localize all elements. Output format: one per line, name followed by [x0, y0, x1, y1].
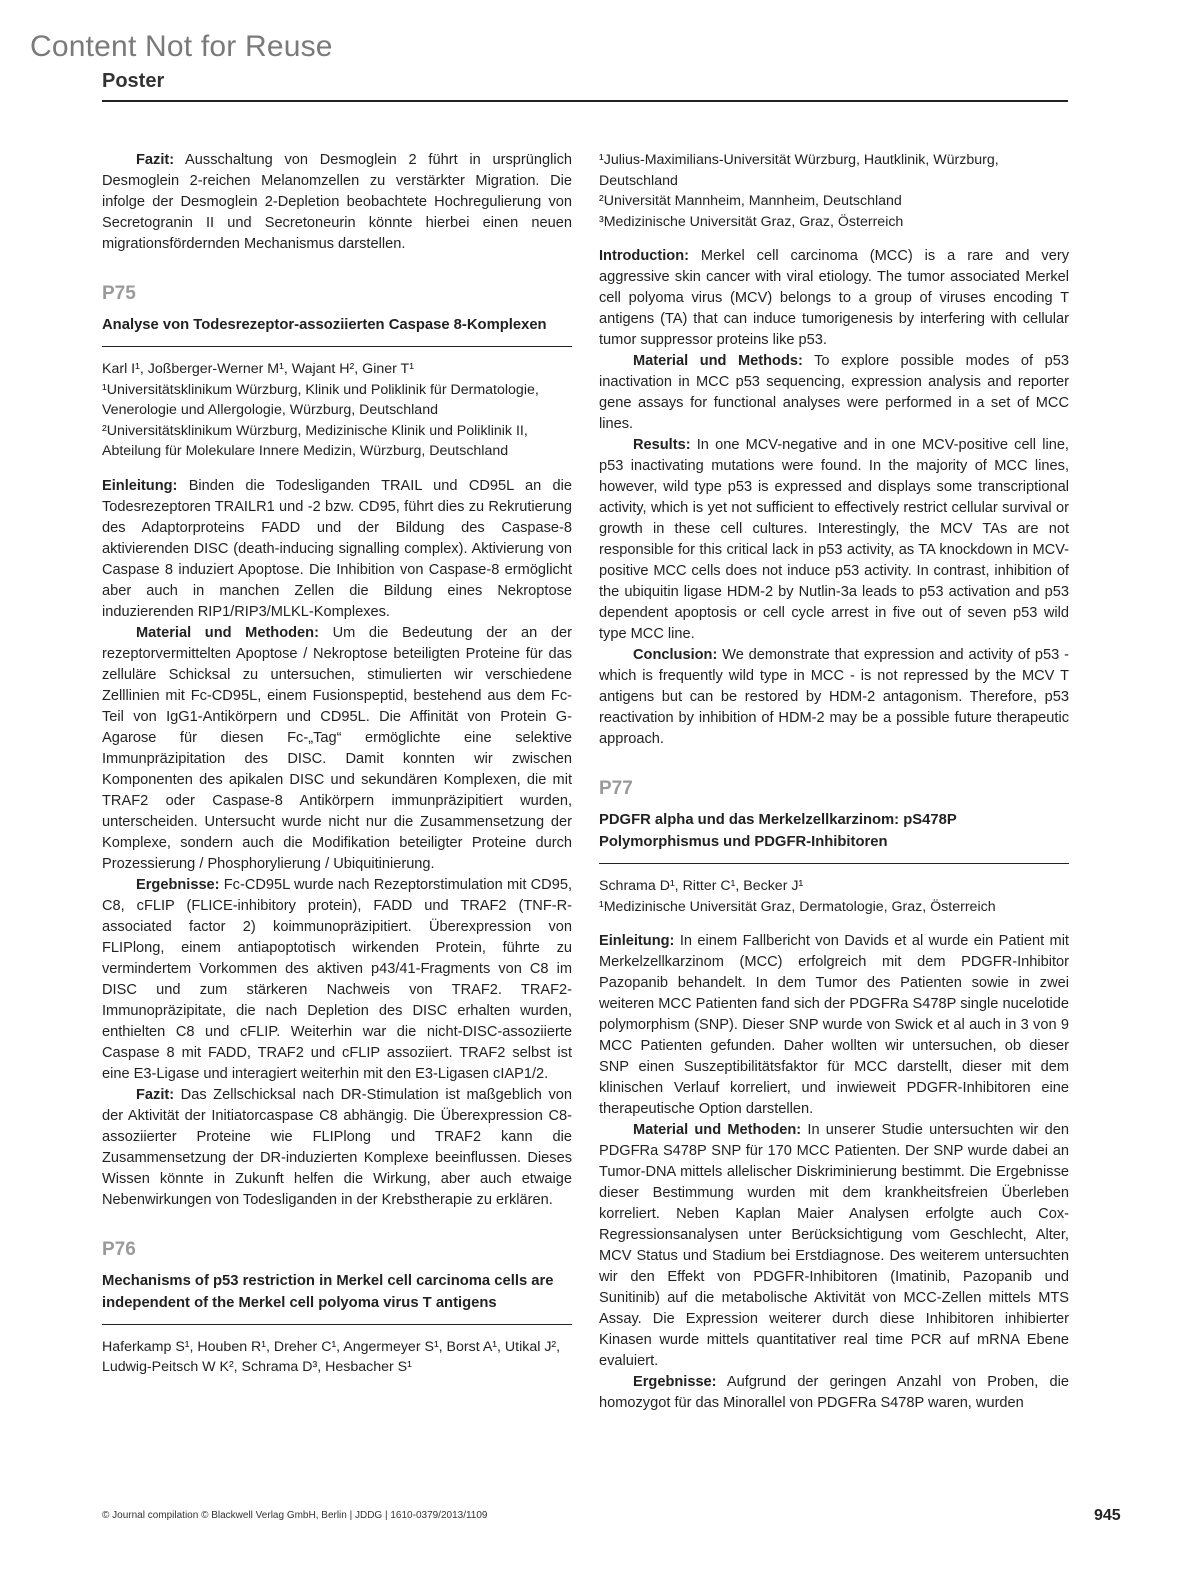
- results-p76: [599, 435, 1069, 645]
- ergebnisse-p77-label: Ergebnisse:: [633, 1374, 717, 1390]
- introduction-label: Introduction:: [599, 248, 689, 264]
- conclusion-p76: [599, 645, 1069, 750]
- fazit-p75-label: Fazit:: [136, 1086, 175, 1103]
- fazit-text: Ausschaltung von Desmoglein 2 führt in ursprünglich Desmoglein 2-reichen Melanomzellen zu verstärkter Migration. Die infolge der Desmoglein 2-Depletion beobachtete Hochregulierung von Secretogranin II und Secretoneurin könnte hierbei einen neuen migrationsfördernden Mechanismus darstellen.: [102, 152, 572, 252]
- ergebnisse-p75: [102, 875, 572, 1085]
- methoden-text: Um die Bedeutung der an der rezeptorvermittelten Apoptose / Nekroptose beteiligten Proteine für das zelluläre Schicksal zu untersuchen, stimulierten wir verschiedene Zelllinien mit Fc-CD95L, einem Fusionspeptid, bestehend aus dem Fc-Teil von IgG1-Antikörpern und CD95L. Die Affinität von Protein G-Agarose für diesen Fc-„Tag“ ermöglichte eine selektive Immunpräzipitation des DISC. Damit konnten wir zwischen Komponenten des apikalen DISC und sekundären Komplexen, die mit TRAF2 oder Caspase-8 Antikörpern immunpräzipitiert wurden, unterscheiden. Untersucht wurde nicht nur die Zusammensetzung der Komplexe, sondern auch die Modifikation beteiligter Proteine durch Prozessierung / Phosphorylierung / Ubiquitinierung.: [102, 624, 572, 872]
- right-column: [599, 150, 1069, 1414]
- einleitung-p77-label: Einleitung:: [599, 933, 675, 949]
- watermark: Content Not for Reuse: [30, 30, 333, 63]
- abstract-number-p75: P75: [102, 283, 136, 304]
- authors-p77: Schrama D¹, Ritter C¹, Becker J¹: [599, 878, 804, 894]
- abstract-title-p77: PDGFR alpha und das Merkelzellkarzinom: pS478P Polymorphismus und PDGFR-Inhibitoren: [599, 812, 957, 850]
- fazit-p75-text: Das Zellschicksal nach DR-Stimulation ist maßgeblich von der Aktivität der Initiatorcaspase C8 abhängig. Die Überexpression C8-assoziierter Proteine wie FLIPlong und TRAF2 kann die Zusammensetzung der DR-induzierten Komplexe beeinflussen. Dieses Wissen könnte in Zukunft helfen die Wirkung, aber auch etwaige Nebenwirkungen von Todesliganden in der Krebstherapie zu erklären.: [102, 1086, 572, 1208]
- abstract-number-p76: P76: [102, 1238, 136, 1260]
- affiliation-p76-3: ³Medizinische Universität Graz, Graz, Österreich: [599, 213, 904, 230]
- authors-p76: Haferkamp S¹, Houben R¹, Dreher C¹, Angermeyer S¹, Borst A¹, Utikal J², Ludwig-Peitsch W K², Schrama D³, Hesbacher S¹: [102, 1338, 561, 1375]
- abstract-title-p76: Mechanisms of p53 restriction in Merkel cell carcinoma cells are independent of the Merkel cell polyoma virus T antigens: [102, 1272, 554, 1311]
- fazit-label: Fazit:: [136, 152, 175, 168]
- methods-text: To explore possible modes of p53 inactivation in MCC p53 sequencing, expression analysis and reporter gene assays for functional analyses were performed in a set of MCC lines.: [599, 353, 1069, 432]
- einleitung-p77: [599, 931, 1069, 1120]
- methoden-label: Material und Methoden:: [136, 624, 319, 641]
- ergebnisse-label: Ergebnisse:: [136, 876, 220, 893]
- conclusion-label: Conclusion:: [633, 647, 718, 663]
- introduction-p76: [599, 246, 1069, 351]
- einleitung-text: Binden die Todesliganden TRAIL und CD95L an die Todesrezeptoren TRAILR1 und -2 bzw. CD95, führt dies zu Rekrutierung des Adaptorproteins FADD und der Bildung des Caspase-8 aktivierenden DISC (death-inducing signalling complex). Aktivierung von Caspase 8 induziert Apoptose. Die Inhibition von Caspase-8 ermöglicht aber auch in manchen Zellen die Bildung eines Nekroptose induzierenden RIP1/RIP3/MLKL-Komplexes.: [102, 477, 572, 620]
- header-rule: [102, 100, 1068, 102]
- methods-label: Material und Methods:: [633, 353, 803, 369]
- affiliation-p75-1: ¹Universitätsklinikum Würzburg, Klinik und Poliklinik für Dermatologie, Venerologie und Allergologie, Würzburg, Deutschland: [102, 381, 539, 418]
- einleitung-label: Einleitung:: [102, 477, 178, 494]
- results-text: In one MCV-negative and in one MCV-positive cell line, p53 inactivating mutations were found. In the majority of MCC lines, however, wild type p53 is expressed and displays some transcriptional activity, which is yet not sufficient to effectively restrict cellular survival or growth in these cell cultures. Interestingly, the MCV TAs are not responsible for this critical lack in p53 activity, as TA knockdown in MCV-positive MCC cells does not induce p53 activity. In contrast, inhibition of the ubiquitin ligase HDM-2 by Nutlin-3a leads to p53 activation and p53 dependent apoptosis or cell cycle arrest in five out of seven p53 wild type MCC line.: [599, 437, 1069, 642]
- affiliation-p77-1: ¹Medizinische Universität Graz, Dermatologie, Graz, Österreich: [599, 898, 996, 915]
- ergebnisse-p77-text: Aufgrund der geringen Anzahl von Proben, die homozygot für das Minorallel von PDGFRa S478P waren, wurden: [599, 1374, 1069, 1411]
- section-label: Poster: [102, 70, 165, 92]
- abstract-title-p75: Analyse von Todesrezeptor-assoziierten Caspase 8-Komplexen: [102, 317, 547, 333]
- title-rule-p76: [102, 1324, 572, 1325]
- introduction-text: Merkel cell carcinoma (MCC) is a rare and very aggressive skin cancer with viral etiology. The tumor associated Merkel cell polyoma virus (MCV) belongs to a group of viruses encoding T antigens (TA) that can induce tumorigenesis by interfering with cellular tumor suppressor proteins like p53.: [599, 248, 1069, 348]
- affiliation-p75-2: ²Universitätsklinikum Würzburg, Medizinische Klinik und Poliklinik II, Abteilung für Molekulare Innere Medizin, Würzburg, Deutschland: [102, 422, 528, 459]
- abstract-number-p77: P77: [599, 778, 633, 799]
- footer-copyright: © Journal compilation © Blackwell Verlag GmbH, Berlin | JDDG | 1610-0379/2013/1109: [102, 1510, 488, 1521]
- ergebnisse-text: Fc-CD95L wurde nach Rezeptorstimulation mit CD95, C8, cFLIP (FLICE-inhibitory protein), FADD und TRAF2 (TNF-R-associated factor 2) koimmunopräzipitiert. Überexpression von FLIPlong, einem antiapoptotisch wirkenden Protein, führte zu vermindertem Vorkommen des aktiven p43/41-Fragments von C8 im DISC und zum stärkeren Nachweis von TRAF2. TRAF2-Immunopräzipitate, die nach Depletion des DISC erhalten wurden, enthielten C8 und cFLIP. Weiterhin war die nicht-DISC-assoziierte Caspase 8 mit FADD, TRAF2 und cFLIP assoziiert. TRAF2 selbst ist eine E3-Ligase und interagiert weiterhin mit den E3-Ligasen cIAP1/2.: [102, 876, 572, 1082]
- fazit-paragraph: [102, 150, 572, 255]
- einleitung-p77-text: In einem Fallbericht von Davids et al wurde ein Patient mit Merkelzellkarzinom (MCC) erfolgreich mit dem PDGFR-Inhibitor Pazopanib behandelt. In dem Tumor des Patienten sowie in zwei weiteren MCC Patienten fand sich der PDGFRa S478P single nucelotide polymorphism (SNP). Dieser SNP wurde von Swick et al auch in 3 von 9 MCC Patienten gefunden. Daher wollten wir untersuchen, ob dieser SNP einen Suszeptibilitätsfaktor für MCC darstellt, dieser mit dem klinischen Verlauf korreliert, und inwieweit PDGFR-Inhibitoren eine therapeutische Option darstellen.: [599, 933, 1069, 1117]
- results-label: Results:: [633, 437, 691, 453]
- title-rule-p77: [599, 863, 1069, 864]
- einleitung-p75: [102, 476, 572, 623]
- methods-p76: [599, 351, 1069, 435]
- affiliation-p76-2: ²Universität Mannheim, Mannheim, Deutschland: [599, 193, 902, 209]
- title-rule-p75: [102, 346, 572, 347]
- conclusion-text: We demonstrate that expression and activity of p53 - which is frequently wild type in MCC - is not repressed by the MCV T antigens but can be restored by HDM-2 antagonism. Therefore, p53 reactivation by inhibition of HDM-2 may be a possible future therapeutic approach.: [599, 647, 1069, 747]
- methoden-p75: [102, 623, 572, 875]
- page-number: 945: [1094, 1507, 1121, 1524]
- methoden-p77: [599, 1120, 1069, 1372]
- ergebnisse-p77: [599, 1372, 1069, 1414]
- affiliation-p76-1: ¹Julius-Maximilians-Universität Würzburg, Hautklinik, Würzburg, Deutschland: [599, 152, 999, 189]
- left-column: [102, 150, 572, 1378]
- methoden-p77-label: Material und Methoden:: [633, 1122, 802, 1138]
- fazit-p75: [102, 1085, 572, 1211]
- methoden-p77-text: In unserer Studie untersuchten wir den PDGFRa S478P SNP für 170 MCC Patienten. Der SNP wurde dabei an Tumor-DNA mittels allelischer Diskriminierung bestimmt. Die Ergebnisse dieser Bestimmung wurden mit dem krankheitsfreien Überleben korreliert. Neben Kaplan Maier Analysen erfolgte auch Cox-Regressionsanalysen unter Berücksichtigung vom Geschlecht, Alter, MCV Status und Stadium bei Erstdiagnose. Des weiterem untersuchten wir den Effekt von PDGFR-Inhibitoren (Imatinib, Pazopanib und Sunitinib) auf die metabolische Aktivität von MCC-Zellen mittels MTS Assay. Die Expression weiterer durch diese Inhibitoren inhibierter Kinasen wurde mittels quantitativer real time PCR auf mRNA Ebene evaluiert.: [599, 1122, 1069, 1369]
- authors-p75: Karl I¹, Joßberger-Werner M¹, Wajant H², Giner T¹: [102, 361, 414, 377]
